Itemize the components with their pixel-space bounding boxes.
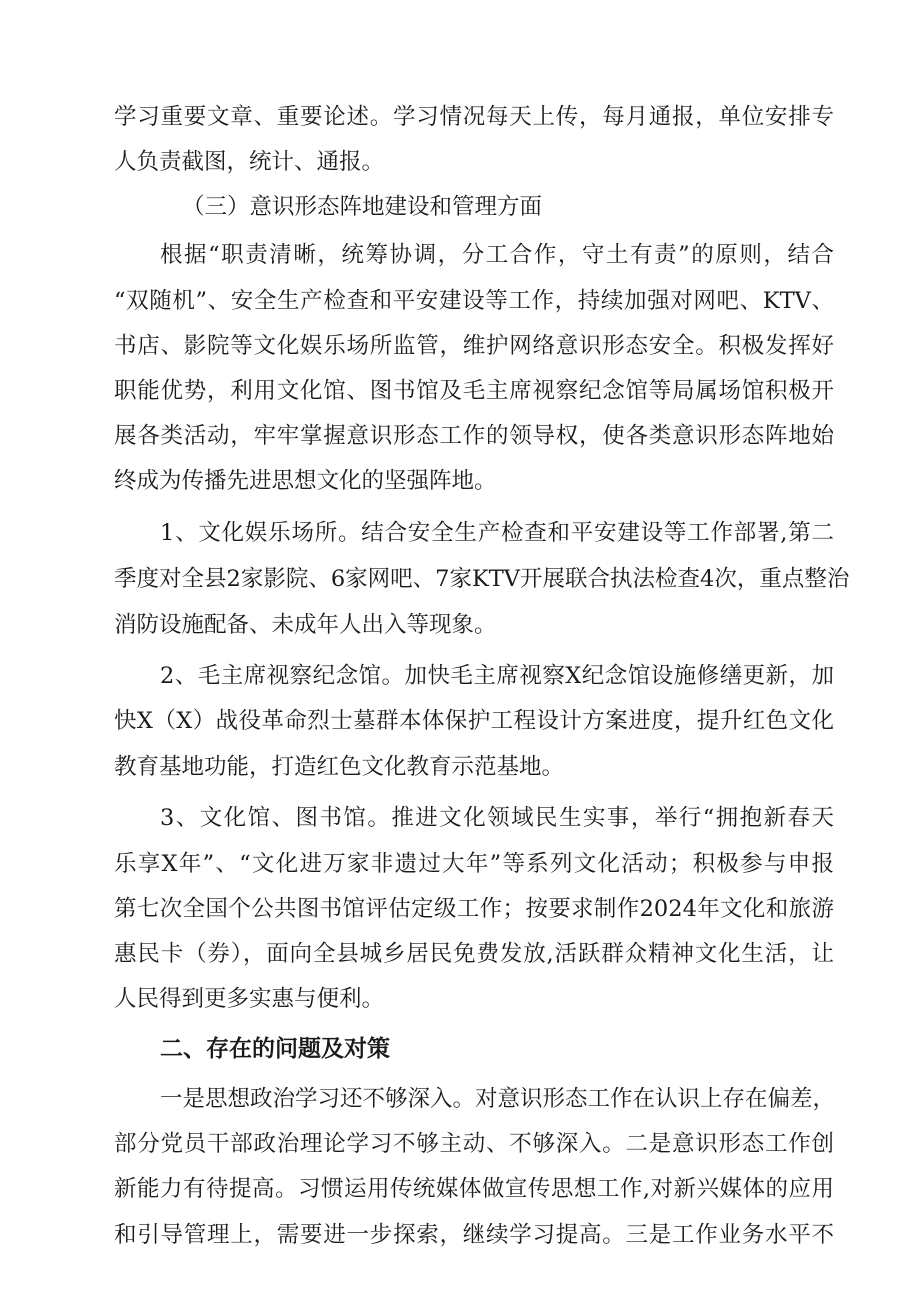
paragraph-line: 一是思想政治学习还不够深入。对意识形态工作在认识上存在偏差， [160, 1086, 836, 1112]
paragraph-line: 人民得到更多实惠与便利。 [114, 986, 385, 1012]
paragraph-line: “双随机”、安全生产检查和平安建设等工作，持续加强对网吧、KTV、 [114, 288, 834, 314]
paragraph-line: 惠民卡（券），面向全县城乡居民免费发放,活跃群众精神文化生活，让 [114, 941, 834, 967]
paragraph-line: 消防设施配备、未成年人出入等现象。 [114, 612, 497, 638]
paragraph-line: 终成为传播先进思想文化的坚强阵地。 [114, 468, 497, 494]
paragraph-line: 2、毛主席视察纪念馆。加快毛主席视察X纪念馆设施修缮更新，加 [160, 663, 834, 689]
paragraph-line: 乐享X年”、“文化进万家非遗过大年”等系列文化活动；积极参与申报 [114, 851, 834, 877]
paragraph-line: 书店、影院等文化娱乐场所监管，维护网络意识形态安全。积极发挥好 [114, 333, 834, 359]
paragraph-line: 人负责截图，统计、通报。 [114, 149, 385, 175]
paragraph-line: 季度对全县2家影院、6家网吧、7家KTV开展联合执法检查4次，重点整治 [114, 566, 850, 592]
paragraph-line: 快X（X）战役革命烈士墓群本体保护工程设计方案进度，提升红色文化 [114, 708, 834, 734]
paragraph-line: 展各类活动，牢牢掌握意识形态工作的领导权，使各类意识形态阵地始 [114, 423, 834, 449]
paragraph-line: 部分党员干部政治理论学习不够主动、不够深入。二是意识形态工作创 [114, 1131, 834, 1157]
subsection-heading: （三）意识形态阵地建设和管理方面 [182, 194, 543, 220]
paragraph-line: 3、文化馆、图书馆。推进文化领域民生实事，举行“拥抱新春天 [160, 805, 834, 831]
paragraph-line: 1、文化娱乐场所。结合安全生产检查和平安建设等工作部署,第二 [160, 520, 834, 546]
paragraph-line: 学习重要文章、重要论述。学习情况每天上传，每月通报，单位安排专 [114, 104, 834, 130]
section-heading: 二、存在的问题及对策 [160, 1036, 390, 1062]
paragraph-line: 职能优势，利用文化馆、图书馆及毛主席视察纪念馆等局属场馆积极开 [114, 378, 834, 404]
paragraph-line: 根据“职责清晰，统筹协调，分工合作，守土有责”的原则，结合 [160, 242, 834, 268]
paragraph-line: 教育基地功能，打造红色文化教育示范基地。 [114, 754, 565, 780]
paragraph-line: 新能力有待提高。习惯运用传统媒体做宣传思想工作,对新兴媒体的应用 [114, 1176, 834, 1202]
paragraph-line: 第七次全国个公共图书馆评估定级工作；按要求制作2024年文化和旅游 [114, 896, 834, 922]
paragraph-line: 和引导管理上，需要进一步探索，继续学习提高。三是工作业务水平不 [114, 1222, 834, 1248]
